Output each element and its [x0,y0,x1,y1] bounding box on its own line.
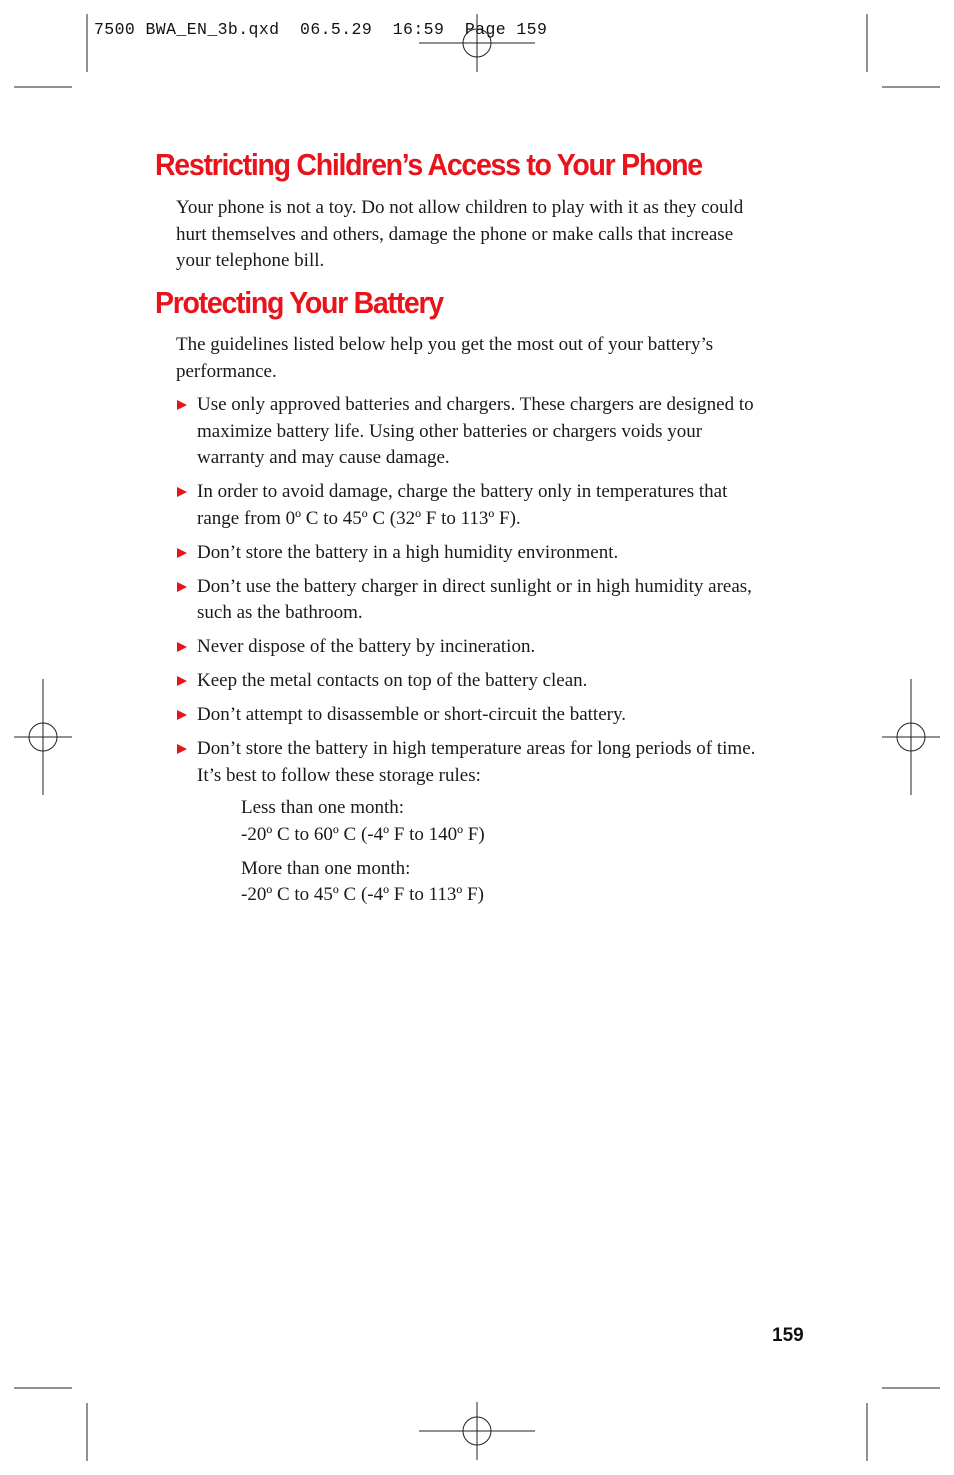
list-item [176,702,766,729]
list-item [176,540,766,567]
battery-guidelines-list [176,392,766,797]
list-item-text: Don’t use the battery charger in direct sunlight or in high humidity areas, such as the bathroom. [197,575,752,623]
list-item-text: Don’t store the battery in high temperature areas for long periods of time. It’s best to follow these storage rules: [197,738,756,786]
arrow-bullet-icon [177,582,187,592]
arrow-bullet-icon [177,642,187,652]
arrow-bullet-icon [177,676,187,686]
storage-rule-range: -20º C to 60º C (-4º F to 140º F) [241,823,485,845]
storage-rules [241,795,485,916]
arrow-bullet-icon [177,487,187,497]
list-item-text: Use only approved batteries and chargers. These chargers are designed to maximize battery life. Using other batteries or chargers voids your warranty and may cause damage. [197,394,754,468]
arrow-bullet-icon [177,744,187,754]
registration-mark-right [882,679,940,795]
arrow-bullet-icon [177,400,187,410]
storage-rule-label: Less than one month: [241,797,405,818]
list-item-text: Don’t attempt to disassemble or short-circuit the battery. [197,704,626,725]
storage-rule [241,856,485,909]
arrow-bullet-icon [177,710,187,720]
list-item [176,479,766,532]
storage-rule-label: More than one month: [241,857,411,879]
storage-rule-range: -20º C to 45º C (-4º F to 113º F) [241,884,484,905]
list-item-text: Keep the metal contacts on top of the battery clean. [197,670,588,691]
list-item [176,574,766,627]
page-number: 159 [772,1325,804,1346]
childrens-access-paragraph: Your phone is not a toy. Do not allow children to play with it as they could hurt themselves and others, damage the phone or make calls that increase your telephone bill. [176,197,744,271]
heading-protecting-battery: Protecting Your Battery [155,285,443,320]
registration-mark-left [14,679,72,795]
list-item-text: Don’t store the battery in a high humidity environment. [197,541,619,563]
list-item-text: In order to avoid damage, charge the battery only in temperatures that range from 0º C to 45º C (32º F to 113º F). [197,481,728,529]
arrow-bullet-icon [177,548,187,558]
list-item [176,634,766,661]
battery-intro-paragraph: The guidelines listed below help you get the most out of your battery’s performance. [176,334,714,382]
list-item-text: Never dispose of the battery by incineration. [197,636,536,657]
print-slug: 7500 BWA_EN_3b.qxd 06.5.29 16:59 Page 159 [94,20,548,39]
heading-childrens-access: Restricting Children’s Access to Your Phone [155,147,702,182]
list-item [176,668,766,695]
list-item [176,392,766,472]
registration-mark-bottom [419,1402,535,1460]
storage-rule [241,795,485,848]
list-item [176,736,766,789]
